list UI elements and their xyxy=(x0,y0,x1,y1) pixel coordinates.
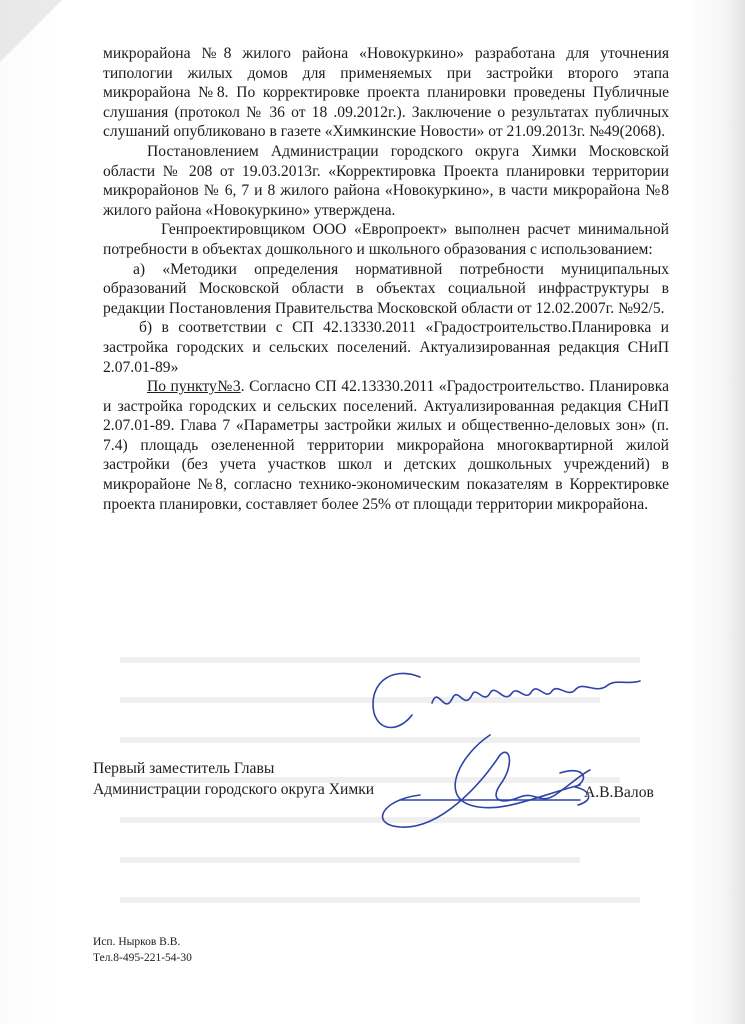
paragraph-item-a: а) «Методики определения нормативной потребности муниципальных образований Московской области в объектах социальной инфраструктуры в редакции Постановления Правительства Московской области от 12.02.2007г. №92/5. xyxy=(103,260,669,317)
page-edge-shadow xyxy=(723,0,745,1024)
executor-name: Исп. Нырков В.В. xyxy=(93,936,181,948)
signature-main-stroke xyxy=(455,735,580,808)
signoff-title: Первый заместитель Главы xyxy=(93,760,275,777)
paragraph-3: Генпроектировщиком ООО «Европроект» выполнен расчет минимальной потребности в объектах дошкольного и школьного образования с использованием: xyxy=(103,221,669,258)
signature-greeting-stroke-2 xyxy=(432,681,640,704)
signer-name: А.В.Валов xyxy=(584,784,654,801)
executor-phone: Тел.8-495-221-54-30 xyxy=(93,952,192,964)
footer-contact xyxy=(93,934,192,966)
signoff-organization: Администрации городского округа Химки xyxy=(93,781,375,798)
folded-corner xyxy=(0,0,62,62)
letter-body xyxy=(103,44,669,514)
paragraph-1: микрорайона №8 жилого района «Новокуркино» разработана для уточнения типологии жилых домов для применяемых при застройки второго этапа микрорайона №8. По корректировке проекта планировки проведены Публичные слушания (протокол № 36 от 18 .09.2012г.). Заключение о результатах публичных слушаний опубликовано в газете «Химкинские Новости» от 21.09.2013г. №49(2068). xyxy=(103,45,669,141)
paragraph-item-b: б) в соответствии с СП 42.13330.2011 «Градостроительство.Планировка и застройка городских и сельских поселений. Актуализированная редакция СНиП 2.07.01-89» xyxy=(103,319,669,376)
point-3-lead: По пункту№3 xyxy=(147,378,241,396)
signoff-block xyxy=(93,758,374,800)
paragraph-point-3 xyxy=(103,377,669,514)
signature-loop-stroke xyxy=(383,752,590,827)
paragraph-2: Постановлением Администрации городского округа Химки Московской области № 208 от 19.03.2013г. «Корректировка Проекта планировки территории микрорайонов № 6, 7 и 8 жилого района «Новокуркино», в части микрорайона №8 жилого района «Новокуркино» утверждена. xyxy=(103,142,669,219)
signature-greeting-stroke xyxy=(373,673,420,727)
handwritten-signature xyxy=(340,655,670,855)
point-3-text: . Согласно СП 42.13330.2011 «Градостроительство. Планировка и застройка городских и сельских поселений. Актуализированная редакция СНиП 2.07.01-89. Глава 7 «Параметры застройки жилых и общественно-деловых зон» (п. 7.4) площадь озелененной территории микрорайона многоквартирной жилой застройки (без учета участков школ и детских дошкольных учреждений) в микрорайоне №8, согласно технико-экономическим показателям в Корректировке проекта планировки, составляет более 25% от площади территории микрорайона. xyxy=(103,378,669,513)
